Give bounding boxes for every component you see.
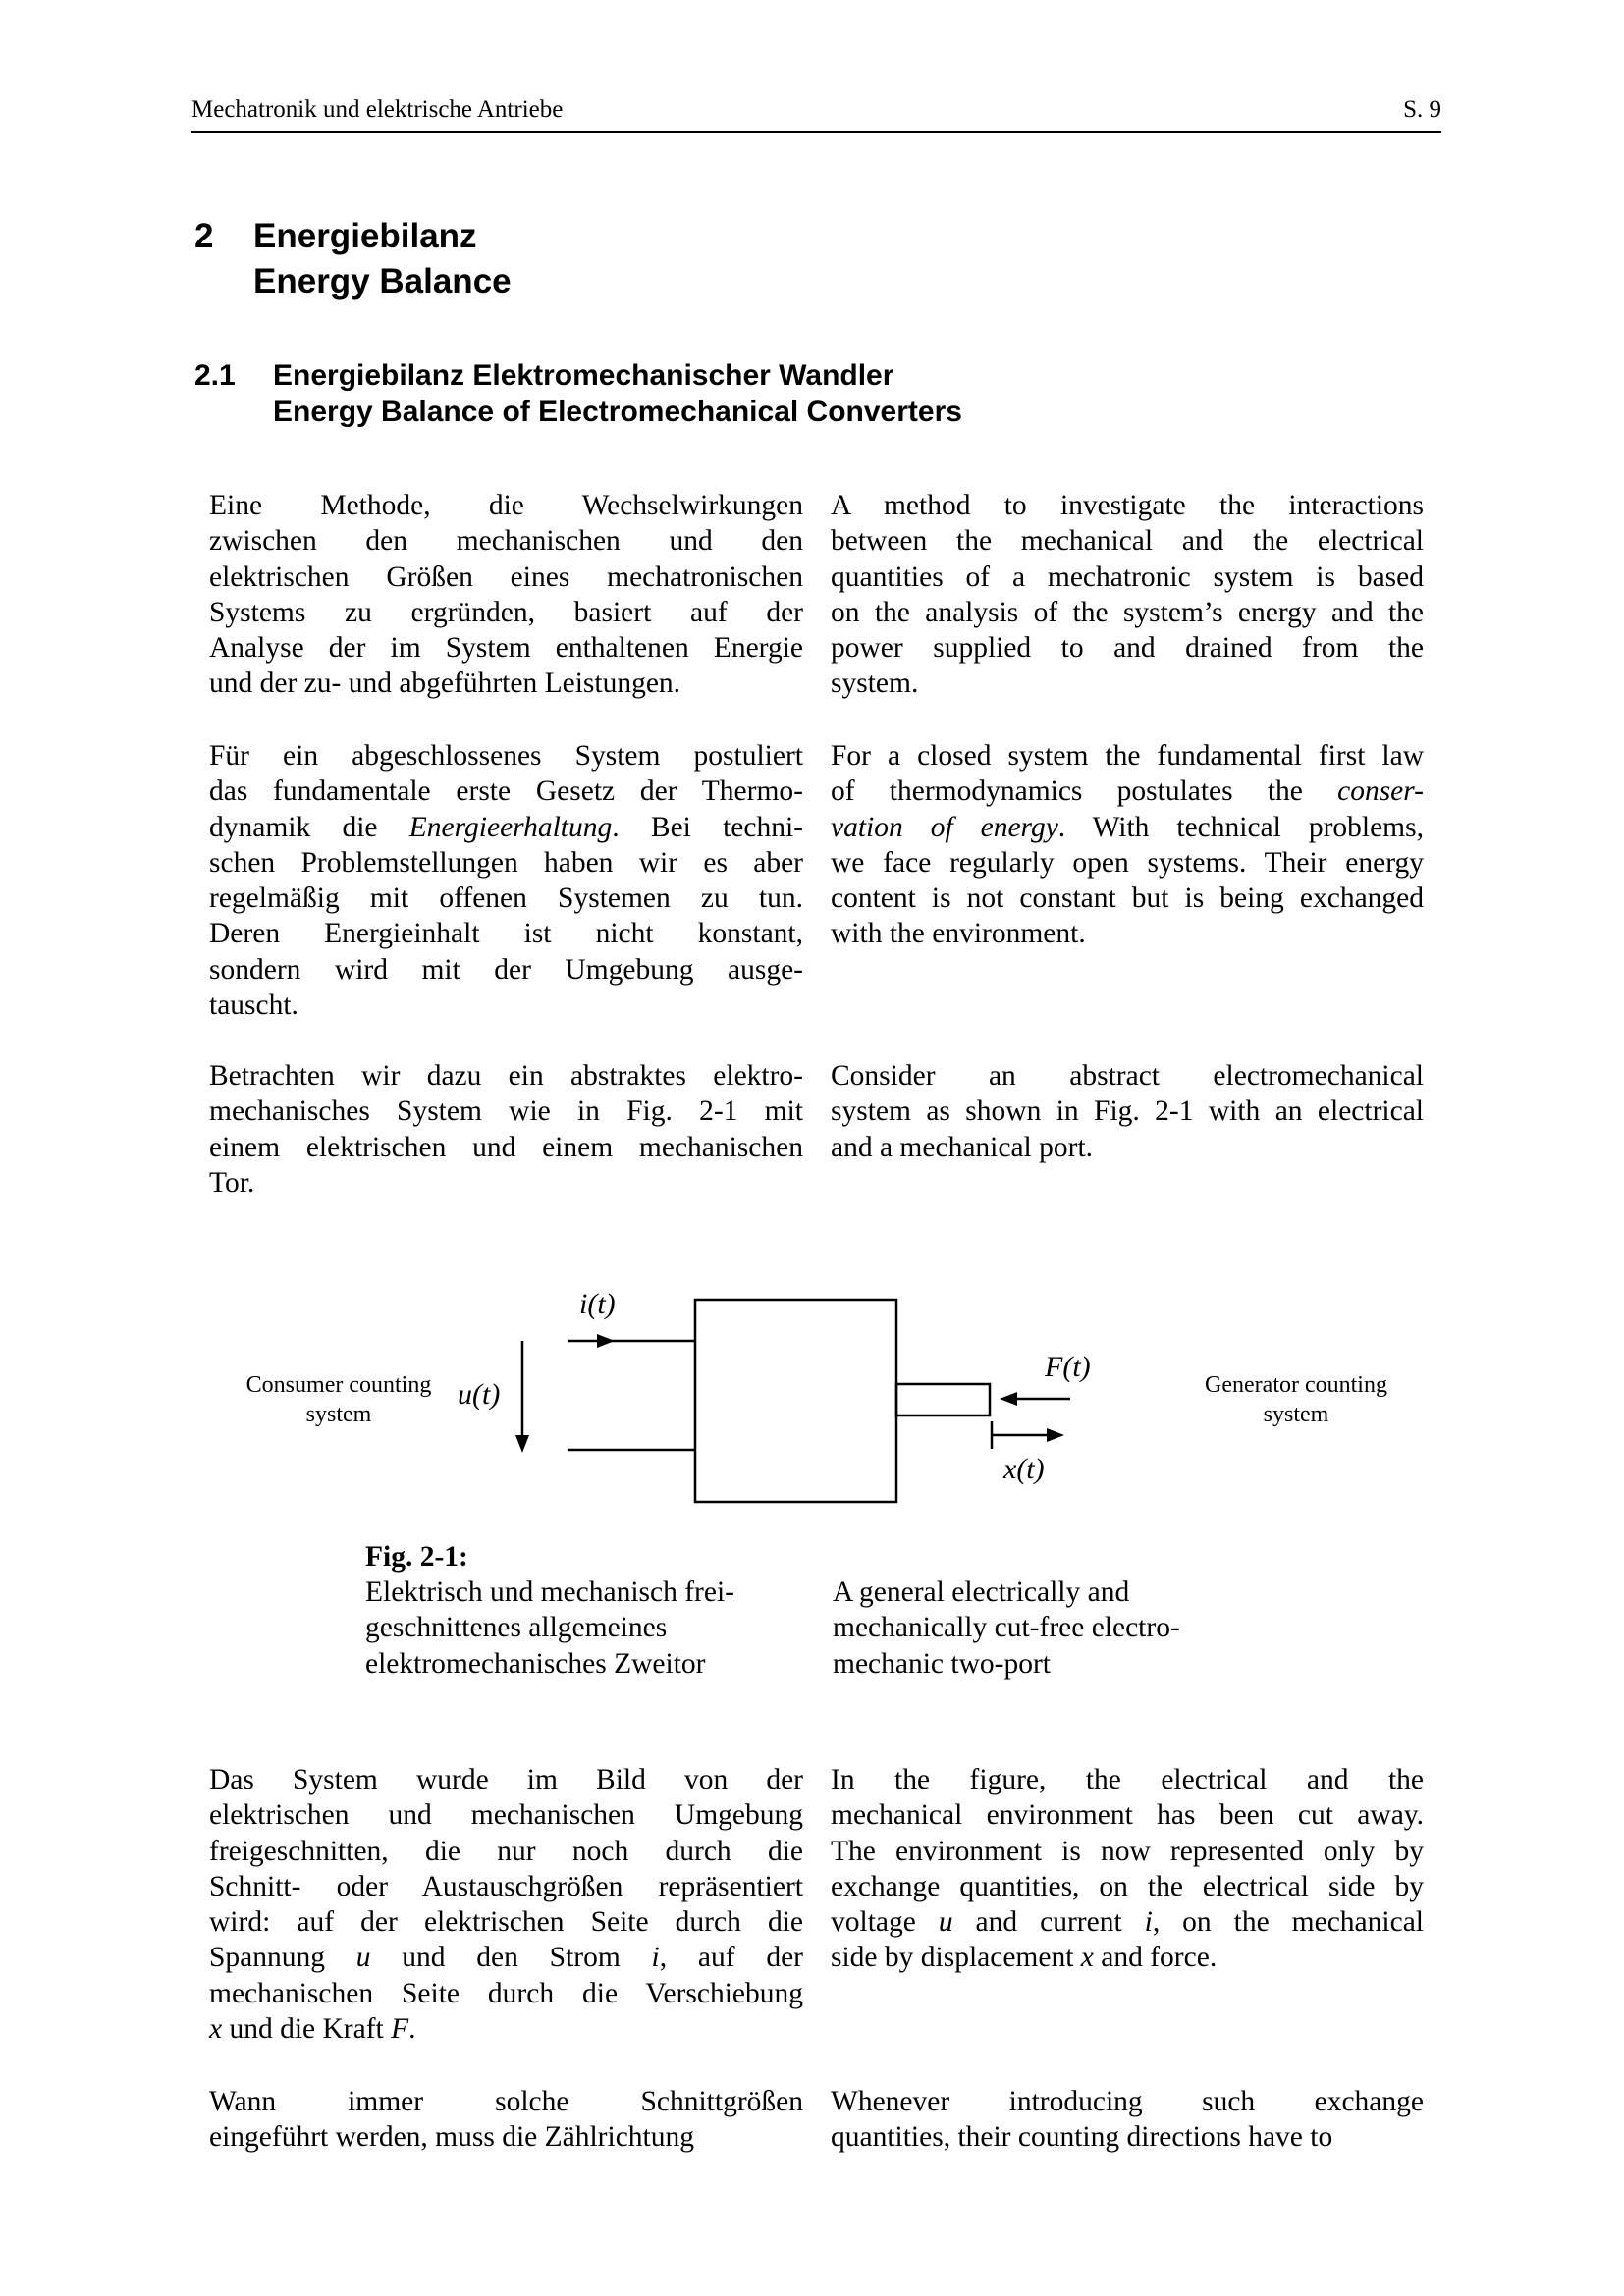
text-line: vation of energy. With technical problems, (831, 811, 1424, 843)
text-line: quantities of a mechatronic system is based (831, 561, 1424, 593)
text-line: and a mechanical port. (831, 1131, 1094, 1163)
text-line: between the mechanical and the electrical (831, 525, 1424, 558)
system-block (695, 1300, 896, 1502)
text-line: zwischen den mechanischen und den (209, 525, 803, 558)
text-line: Betrachten wir dazu ein abstraktes elektro- (209, 1060, 803, 1092)
text-line: das fundamentale erste Gesetz der Thermo- (209, 775, 803, 808)
chapter-number: 2 (194, 217, 214, 255)
section-number: 2.1 (194, 359, 236, 392)
force-arrow-icon (1000, 1392, 1017, 1406)
displacement-label: x(t) (1003, 1453, 1045, 1485)
page-number: S. 9 (1403, 96, 1441, 123)
caption-line: Elektrisch und mechanisch frei- (365, 1576, 734, 1608)
paragraph-4-de (209, 1762, 803, 2047)
text-line: Spannung u und den Strom i, auf der (209, 1942, 803, 1974)
text-line: schen Problemstellungen haben wir es aber (209, 846, 803, 879)
text-line: Für ein abgeschlossenes System postuliert (209, 740, 803, 772)
section-title-en: Energy Balance of Electromechanical Converters (273, 396, 962, 428)
text-line: The environment is now represented only by (831, 1835, 1424, 1867)
text-line: In the figure, the electrical and the (831, 1764, 1424, 1795)
caption-line: mechanically cut-free electro- (833, 1612, 1180, 1644)
text-line: we face regularly open systems. Their energy (831, 846, 1424, 879)
text-line: und der zu- und abgeführten Leistungen. (209, 667, 681, 700)
text-line: elektrischen Größen eines mechatronischen (209, 561, 803, 593)
text-line: Eine Methode, die Wechselwirkungen (209, 490, 803, 521)
text-line: voltage u and current i, on the mechanical (831, 1906, 1424, 1939)
figure-caption-de (365, 1575, 797, 1682)
voltage-label: u(t) (458, 1378, 501, 1411)
text-line: Consider an abstract electromechanical (831, 1060, 1424, 1092)
caption-line: geschnittenes allgemeines (365, 1612, 668, 1644)
text-line: with the environment. (831, 918, 1086, 950)
text-line: side by displacement x and force. (831, 1942, 1218, 1974)
text-line: Wann immer solche Schnittgrößen (209, 2086, 803, 2117)
text-line: of thermodynamics postulates the conser- (831, 775, 1424, 808)
caption-line: A general electrically and (833, 1576, 1130, 1608)
force-label: F(t) (1045, 1351, 1091, 1383)
text-line: Das System wurde im Bild von der (209, 1764, 803, 1795)
text-line: x und die Kraft F. (209, 2013, 416, 2046)
section-title-de: Energiebilanz Elektromechanischer Wandler (273, 359, 894, 392)
text-line: dynamik die Energieerhaltung. Bei techni- (209, 811, 804, 843)
generator-counting-label: Generator counting system (1205, 1372, 1387, 1427)
text-line: tauscht. (209, 989, 298, 1022)
text-line: exchange quantities, on the electrical side by (831, 1870, 1424, 1902)
current-label: i(t) (579, 1288, 616, 1320)
text-line: system as shown in Fig. 2-1 with an electrical (831, 1095, 1424, 1128)
paragraph-5-en (831, 2084, 1424, 2156)
text-line: content is not constant but is being exchanged (831, 882, 1424, 915)
text-line: sondern wird mit der Umgebung ausge- (209, 953, 803, 986)
figure-caption-en (833, 1575, 1265, 1682)
text-line: A method to investigate the interactions (831, 490, 1424, 521)
mechanical-shaft (896, 1384, 990, 1415)
paragraph-4-en (831, 1762, 1424, 1976)
text-line: Tor. (209, 1166, 255, 1199)
caption-line: elektromechanisches Zweitor (365, 1647, 706, 1680)
text-line: mechanisches System wie in Fig. 2-1 mit (209, 1095, 803, 1128)
text-line: power supplied to and drained from the (831, 632, 1424, 665)
text-line: regelmäßig mit offenen Systemen zu tun. (209, 882, 803, 915)
text-line: For a closed system the fundamental first law (831, 740, 1424, 772)
text-line: Schnitt- oder Austauschgrößen repräsentiert (209, 1870, 803, 1902)
caption-line: mechanic two-port (833, 1647, 1051, 1680)
consumer-counting-label: Consumer counting system (245, 1372, 432, 1427)
current-arrow-icon (597, 1334, 615, 1348)
chapter-title-en: Energy Balance (253, 262, 512, 300)
text-line: system. (831, 667, 919, 700)
text-line: Deren Energieinhalt ist nicht konstant, (209, 918, 803, 950)
figure-caption-title: Fig. 2-1: (365, 1541, 468, 1573)
text-line: mechanischen Seite durch die Verschiebung (209, 1977, 803, 2009)
text-line: quantities, their counting directions have to (831, 2121, 1333, 2154)
text-line: freigeschnitten, die nur noch durch die (209, 1835, 803, 1867)
text-line: eingeführt werden, muss die Zählrichtung (209, 2121, 694, 2154)
text-line: Whenever introducing such exchange (831, 2086, 1424, 2117)
text-line: on the analysis of the system’s energy and the (831, 596, 1424, 628)
text-line: einem elektrischen und einem mechanischen (209, 1131, 803, 1163)
running-header-title: Mechatronik und elektrische Antriebe (191, 96, 564, 123)
paragraph-5-de (209, 2084, 803, 2156)
text-line: Analyse der im System enthaltenen Energie (209, 632, 803, 665)
text-line: elektrischen und mechanischen Umgebung (209, 1799, 803, 1832)
text-line: wird: auf der elektrischen Seite durch die (209, 1906, 803, 1939)
displacement-arrow-icon (1047, 1428, 1064, 1442)
chapter-title-de: Energiebilanz (253, 217, 477, 255)
voltage-arrow-icon (515, 1435, 529, 1453)
text-line: Systems zu ergründen, basiert auf der (209, 596, 803, 628)
text-line: mechanical environment has been cut away. (831, 1799, 1424, 1832)
